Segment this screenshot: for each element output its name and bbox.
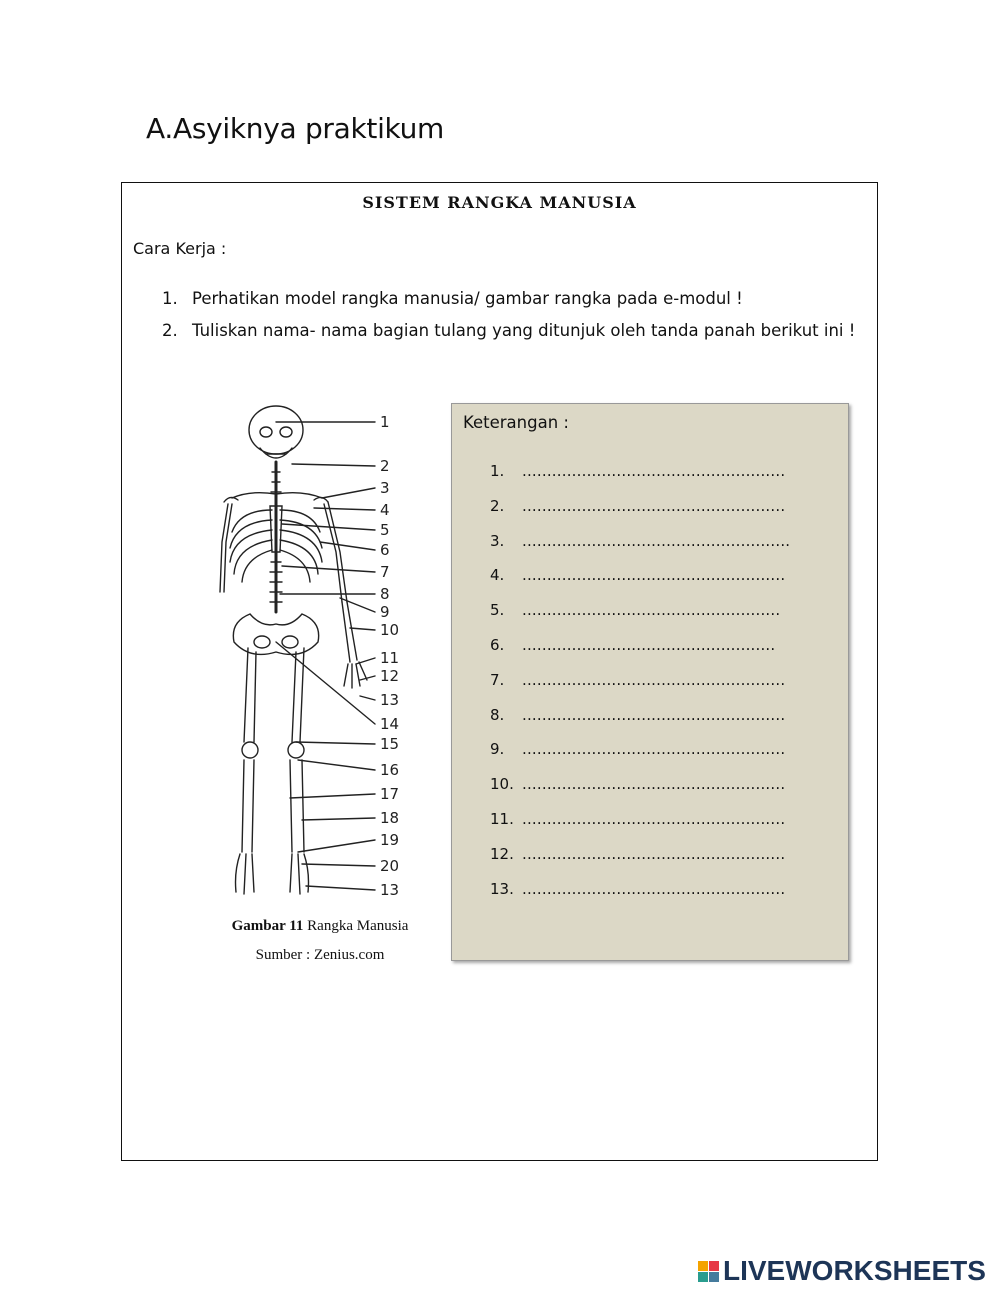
figure-caption bbox=[200, 918, 440, 935]
answer-list bbox=[490, 462, 790, 914]
figure-label-14: 14 bbox=[380, 715, 400, 733]
answer-line[interactable] bbox=[490, 462, 790, 497]
figure-label-10: 10 bbox=[380, 621, 400, 639]
figure-label-7: 7 bbox=[380, 563, 390, 581]
answer-line[interactable] bbox=[490, 845, 790, 880]
answer-line[interactable] bbox=[490, 671, 790, 706]
answer-dots[interactable]: ..................................................... bbox=[522, 879, 786, 898]
answer-dots[interactable]: ..................................................... bbox=[522, 496, 786, 515]
answer-number: 10. bbox=[490, 775, 514, 794]
answer-dots[interactable]: ..................................................... bbox=[522, 705, 786, 724]
answer-number: 6. bbox=[490, 635, 505, 654]
answer-number: 11. bbox=[490, 809, 514, 828]
answer-number: 4. bbox=[490, 566, 505, 585]
keterangan-panel bbox=[451, 403, 849, 961]
answer-line[interactable] bbox=[490, 601, 790, 636]
figure-label-17: 17 bbox=[380, 785, 400, 803]
answer-line[interactable] bbox=[490, 810, 790, 845]
step-text: Tuliskan nama- nama bagian tulang yang ditunjuk oleh tanda panah berikut ini ! bbox=[192, 321, 856, 340]
step-item bbox=[162, 283, 865, 315]
answer-number: 7. bbox=[490, 670, 505, 689]
answer-number: 12. bbox=[490, 844, 514, 863]
answer-dots[interactable]: ..................................................... bbox=[522, 670, 786, 689]
figure-label-6: 6 bbox=[380, 541, 390, 559]
figure-label-9: 9 bbox=[380, 603, 390, 621]
figure-label-3: 3 bbox=[380, 479, 390, 497]
answer-dots[interactable]: ................................................... bbox=[522, 635, 776, 654]
skeleton-drawing bbox=[220, 406, 375, 894]
answer-number: 2. bbox=[490, 496, 505, 515]
answer-dots[interactable]: ..................................................... bbox=[522, 809, 786, 828]
answer-line[interactable] bbox=[490, 775, 790, 810]
answer-number: 5. bbox=[490, 601, 505, 620]
step-item bbox=[162, 315, 865, 347]
answer-line[interactable] bbox=[490, 740, 790, 775]
answer-dots[interactable]: ..................................................... bbox=[522, 740, 786, 759]
logo-text: LIVEWORKSHEETS bbox=[723, 1255, 986, 1286]
figure-label-18: 18 bbox=[380, 809, 400, 827]
page-heading: A.Asyiknya praktikum bbox=[146, 112, 445, 145]
figure-label-16: 16 bbox=[380, 761, 400, 779]
liveworksheets-logo bbox=[698, 1255, 986, 1287]
answer-dots[interactable]: ...................................................... bbox=[522, 531, 791, 550]
figure-label-13: 13 bbox=[380, 691, 400, 709]
figure-labels bbox=[380, 413, 399, 899]
answer-dots[interactable]: ..................................................... bbox=[522, 844, 786, 863]
answer-line[interactable] bbox=[490, 497, 790, 532]
figure-label-20: 20 bbox=[380, 857, 400, 875]
steps-list bbox=[162, 283, 865, 347]
step-number: 2. bbox=[162, 321, 178, 340]
figure-label-1: 1 bbox=[380, 413, 390, 431]
keterangan-title: Keterangan : bbox=[463, 413, 569, 432]
caption-rest: Rangka Manusia bbox=[303, 918, 409, 934]
answer-line[interactable] bbox=[490, 532, 790, 567]
step-number: 1. bbox=[162, 289, 178, 308]
answer-dots[interactable]: ..................................................... bbox=[522, 462, 786, 480]
figure-label-8: 8 bbox=[380, 585, 390, 603]
answer-number: 3. bbox=[490, 531, 505, 550]
figure-label-15: 15 bbox=[380, 735, 400, 753]
figure-label-11: 11 bbox=[380, 649, 400, 667]
logo-icon bbox=[698, 1261, 719, 1282]
figure-label-21: 13 bbox=[380, 881, 400, 899]
figure-label-5: 5 bbox=[380, 521, 390, 539]
answer-dots[interactable]: ..................................................... bbox=[522, 566, 786, 585]
box-title: SISTEM RANGKA MANUSIA bbox=[362, 193, 637, 212]
answer-dots[interactable]: ..................................................... bbox=[522, 775, 786, 794]
figure-label-19: 19 bbox=[380, 831, 400, 849]
skeleton-figure bbox=[210, 402, 425, 902]
answer-number: 1. bbox=[490, 462, 505, 480]
answer-line[interactable] bbox=[490, 636, 790, 671]
figure-label-2: 2 bbox=[380, 457, 390, 475]
answer-line[interactable] bbox=[490, 566, 790, 601]
caption-bold: Gambar 11 bbox=[231, 918, 304, 934]
answer-number: 9. bbox=[490, 740, 505, 759]
answer-line[interactable] bbox=[490, 706, 790, 741]
cara-kerja-label: Cara Kerja : bbox=[133, 239, 227, 258]
figure-source: Sumber : Zenius.com bbox=[255, 947, 385, 963]
step-text: Perhatikan model rangka manusia/ gambar rangka pada e-modul ! bbox=[192, 289, 743, 308]
figure-label-12: 12 bbox=[380, 667, 400, 685]
answer-number: 8. bbox=[490, 705, 505, 724]
figure-label-4: 4 bbox=[380, 501, 390, 519]
answer-line[interactable] bbox=[490, 880, 790, 915]
answer-dots[interactable]: .................................................... bbox=[522, 601, 781, 620]
answer-number: 13. bbox=[490, 879, 514, 898]
